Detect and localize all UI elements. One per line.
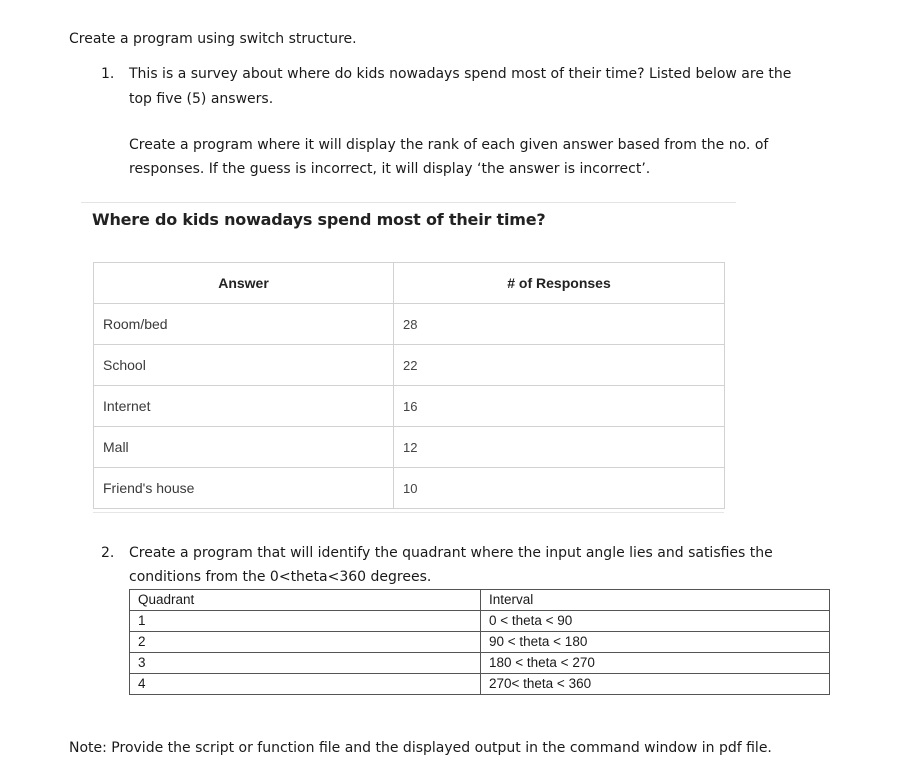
question-2-number: 2. (101, 545, 115, 561)
quadrant-cell: 1 (130, 611, 481, 632)
interval-cell: 90 < theta < 180 (481, 632, 830, 653)
column-header-answer: Answer (94, 263, 394, 304)
quadrant-table (129, 589, 830, 695)
question-2-line-2: conditions from the 0<theta<360 degrees. (129, 569, 432, 585)
table-row (130, 611, 830, 632)
interval-cell: 180 < theta < 270 (481, 653, 830, 674)
interval-cell: 0 < theta < 90 (481, 611, 830, 632)
question-2-line-1: Create a program that will identify the quadrant where the input angle lies and satisfies the (129, 545, 773, 561)
column-header-responses: # of Responses (394, 263, 725, 304)
responses-cell: 12 (394, 427, 725, 468)
table-row (130, 674, 830, 695)
answer-cell: Internet (94, 386, 394, 427)
quadrant-cell: 3 (130, 653, 481, 674)
table-row (94, 304, 725, 345)
note-text: Note: Provide the script or function file and the displayed output in the command window in pdf file. (69, 740, 772, 756)
responses-cell: 10 (394, 468, 725, 509)
table-row (94, 345, 725, 386)
question-1-number: 1. (101, 66, 115, 82)
column-header-interval: Interval (481, 590, 830, 611)
table-row (94, 386, 725, 427)
intro-text: Create a program using switch structure. (69, 31, 357, 47)
quadrant-table-header (130, 590, 830, 611)
answer-cell: Mall (94, 427, 394, 468)
table-row (130, 632, 830, 653)
survey-table (93, 262, 725, 509)
quadrant-cell: 4 (130, 674, 481, 695)
answer-cell: Room/bed (94, 304, 394, 345)
survey-title: Where do kids nowadays spend most of their time? (92, 210, 546, 229)
column-header-quadrant: Quadrant (130, 590, 481, 611)
responses-cell: 16 (394, 386, 725, 427)
table-row (94, 427, 725, 468)
question-1-line-2: top five (5) answers. (129, 91, 274, 107)
table-row (130, 653, 830, 674)
responses-cell: 28 (394, 304, 725, 345)
answer-cell: Friend's house (94, 468, 394, 509)
survey-table-header (94, 263, 725, 304)
responses-cell: 22 (394, 345, 725, 386)
quadrant-cell: 2 (130, 632, 481, 653)
question-1-line-4: responses. If the guess is incorrect, it will display ‘the answer is incorrect’. (129, 161, 651, 177)
table-bottom-rule (93, 512, 724, 513)
section-divider (81, 202, 736, 203)
question-1-line-1: This is a survey about where do kids nowadays spend most of their time? Listed below are the (129, 66, 792, 82)
interval-cell: 270< theta < 360 (481, 674, 830, 695)
question-1-line-3: Create a program where it will display the rank of each given answer based from the no. of (129, 137, 769, 153)
table-row (94, 468, 725, 509)
answer-cell: School (94, 345, 394, 386)
